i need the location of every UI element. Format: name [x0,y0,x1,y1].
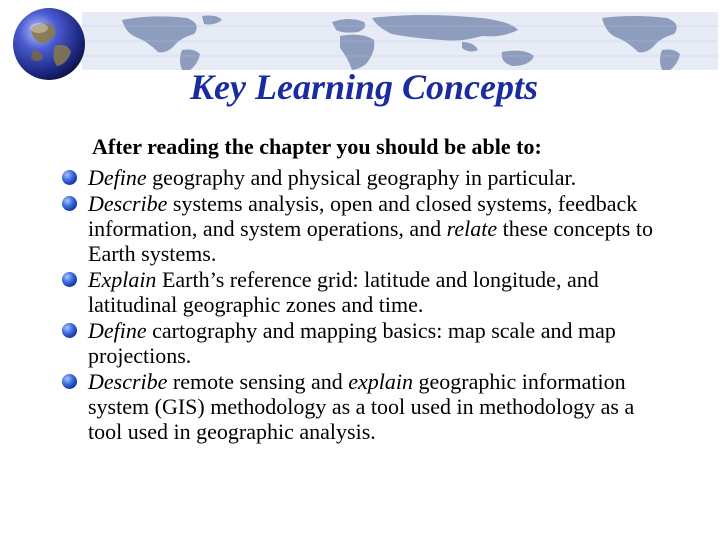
slide-title: Key Learning Concepts [190,67,538,107]
bullet-icon [62,323,77,338]
emphasis-verb: Define [88,318,147,343]
item-text: remote sensing and [167,369,349,394]
bullet-icon [62,374,77,389]
list-item-text [88,267,599,317]
list-item [62,318,662,368]
list-item-text [88,369,634,444]
bullet-icon [62,272,77,287]
list-item-text [88,318,616,368]
emphasis-verb: Define [88,165,147,190]
bullet-icon [62,196,77,211]
bullet-list [62,165,662,444]
list-item [62,191,662,266]
list-item-text [88,191,653,266]
item-text: cartography and mapping basics: map scale and map projections. [88,318,616,368]
emphasis-verb: Describe [88,369,168,394]
item-text: geographic information system (GIS) methodology as a tool used in methodology as a tool used in geographic analysis. [88,369,635,444]
emphasis-verb: Describe [88,191,168,216]
item-text: these concepts to Earth systems. [88,216,653,266]
item-text: Earth’s reference grid: latitude and longitude, and latitudinal geographic zones and time. [88,267,599,317]
item-text: geography and physical geography in particular. [146,165,577,190]
item-text: systems analysis, open and closed systems, feedback information, and system operations, and [88,191,638,241]
content-body [62,134,662,445]
list-item [62,369,662,444]
emphasis-verb: Explain [88,267,157,292]
list-item [62,165,662,190]
bullet-icon [62,170,77,185]
intro-text: After reading the chapter you should be able to: [92,134,542,159]
emphasis-verb: explain [348,369,414,394]
emphasis-verb: relate [446,216,498,241]
list-item [62,267,662,317]
list-item-text [88,165,576,190]
